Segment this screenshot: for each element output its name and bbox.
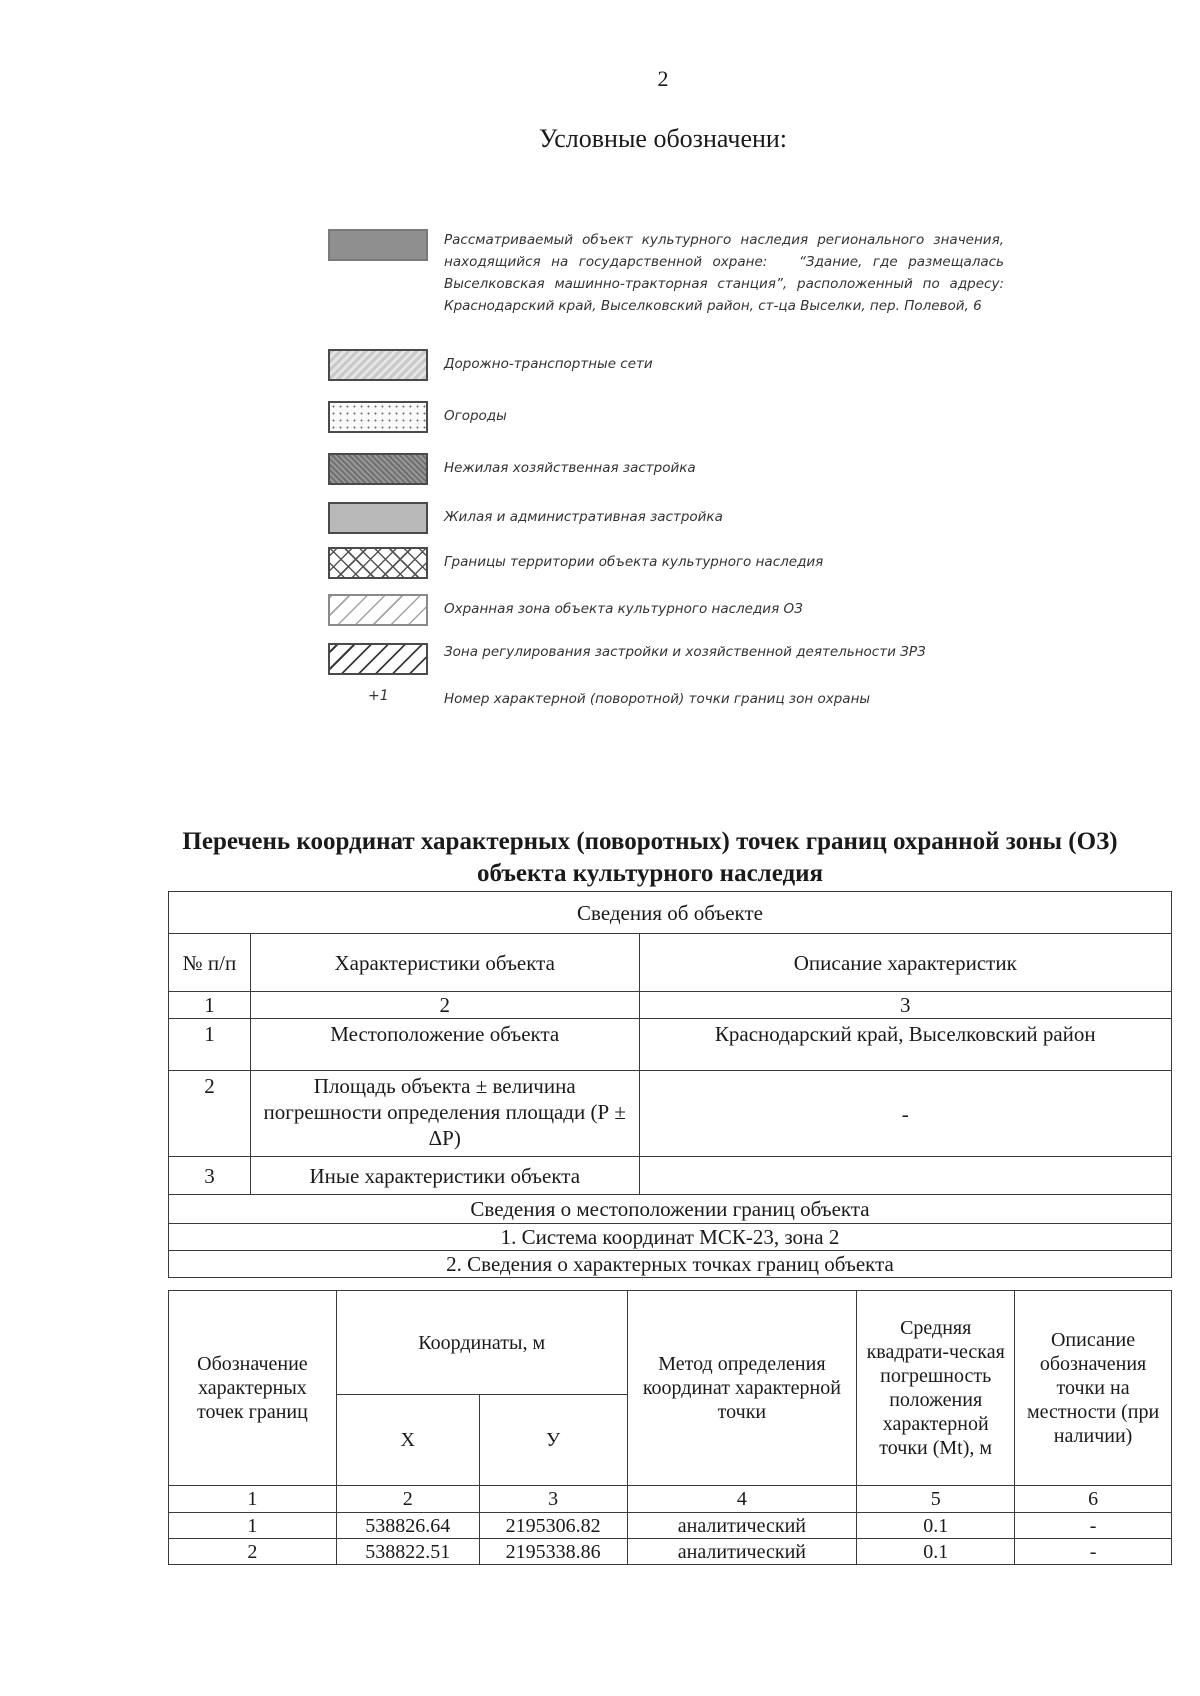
table-row bbox=[169, 934, 1172, 992]
legend-swatch-residential bbox=[328, 502, 428, 534]
legend-swatch-regulation-zone bbox=[328, 643, 428, 675]
legend-text: Номер характерной (поворотной) точки границ зон охраны bbox=[444, 691, 871, 707]
table-row bbox=[169, 1539, 1172, 1565]
table-cell: 0.1 bbox=[857, 1513, 1015, 1539]
legend-text: Зона регулирования застройки и хозяйственной деятельности ЗРЗ bbox=[444, 644, 926, 660]
table-row bbox=[169, 1019, 1172, 1071]
table-cell: - bbox=[1015, 1539, 1172, 1565]
column-number: 2 bbox=[250, 992, 639, 1019]
column-number: 1 bbox=[169, 1486, 337, 1513]
table-row bbox=[169, 992, 1172, 1019]
legend-text: Охранная зона объекта культурного наследия ОЗ bbox=[444, 601, 803, 617]
page-number: 2 bbox=[657, 66, 669, 91]
column-number: 2 bbox=[336, 1486, 479, 1513]
legend-text: Нежилая хозяйственная застройка bbox=[444, 460, 696, 476]
legend-swatch-non-residential bbox=[328, 453, 428, 485]
table-header: 1. Система координат МСК-23, зона 2 bbox=[169, 1224, 1172, 1251]
table-cell: Краснодарский край, Выселковский район bbox=[639, 1019, 1171, 1071]
column-number: 1 bbox=[169, 992, 251, 1019]
table-row bbox=[169, 1071, 1172, 1157]
table-cell: Местоположение объекта bbox=[250, 1019, 639, 1071]
column-header: У bbox=[479, 1395, 627, 1486]
legend-swatch-road-network bbox=[328, 349, 428, 381]
section-title: Перечень координат характерных (поворотных) точек границ охранной зоны (ОЗ) объекта культурного наследия bbox=[182, 828, 1118, 887]
column-header: Описание обозначения точки на местности (при наличии) bbox=[1015, 1291, 1172, 1486]
table-cell: Иные характеристики объекта bbox=[250, 1157, 639, 1195]
table-header: 2. Сведения о характерных точках границ объекта bbox=[169, 1251, 1172, 1278]
legend-text: Огороды bbox=[444, 408, 507, 424]
object-info-table bbox=[168, 891, 1172, 1278]
table-row bbox=[169, 1224, 1172, 1251]
column-header: № п/п bbox=[169, 934, 251, 992]
legend-swatch-protection-zone bbox=[328, 594, 428, 626]
table-header: Сведения об объекте bbox=[169, 892, 1172, 934]
legend-swatch-cultural-object bbox=[328, 229, 428, 261]
table-header: Сведения о местоположении границ объекта bbox=[169, 1195, 1172, 1224]
table-cell bbox=[639, 1157, 1171, 1195]
table-row bbox=[169, 892, 1172, 934]
column-header: Средняя квадрати-ческая погрешность положения характерной точки (Mt), м bbox=[857, 1291, 1015, 1486]
column-header: Х bbox=[336, 1395, 479, 1486]
table-cell: аналитический bbox=[627, 1539, 857, 1565]
table-cell: Площадь объекта ± величина погрешности определения площади (Р ± ΔР) bbox=[250, 1071, 639, 1157]
column-header: Метод определения координат характерной точки bbox=[627, 1291, 857, 1486]
column-number: 3 bbox=[479, 1486, 627, 1513]
table-cell: 2195306.82 bbox=[479, 1513, 627, 1539]
table-cell: 1 bbox=[169, 1019, 251, 1071]
legend-swatch-gardens bbox=[328, 401, 428, 433]
legend-text: Жилая и административная застройка bbox=[444, 509, 723, 525]
coordinates-table bbox=[168, 1290, 1172, 1565]
column-header: Обозначение характерных точек границ bbox=[169, 1291, 337, 1486]
table-cell: 2195338.86 bbox=[479, 1539, 627, 1565]
column-number: 5 bbox=[857, 1486, 1015, 1513]
table-cell: 538822.51 bbox=[336, 1539, 479, 1565]
table-row bbox=[169, 1157, 1172, 1195]
legend-text: Границы территории объекта культурного наследия bbox=[444, 554, 824, 570]
table-row bbox=[169, 1251, 1172, 1278]
legend-text: Дорожно-транспортные сети bbox=[444, 356, 653, 372]
table-row bbox=[169, 1513, 1172, 1539]
table-cell: 2 bbox=[169, 1539, 337, 1565]
table-row bbox=[169, 1486, 1172, 1513]
legend-swatch-territory-border bbox=[328, 547, 428, 579]
table-cell: 3 bbox=[169, 1157, 251, 1195]
column-header: Характеристики объекта bbox=[250, 934, 639, 992]
column-number: 4 bbox=[627, 1486, 857, 1513]
column-number: 6 bbox=[1015, 1486, 1172, 1513]
column-number: 3 bbox=[639, 992, 1171, 1019]
table-cell: 538826.64 bbox=[336, 1513, 479, 1539]
point-marker-label: +1 bbox=[368, 688, 389, 704]
legend-title: Условные обозначени: bbox=[538, 124, 788, 153]
table-cell: - bbox=[1015, 1513, 1172, 1539]
table-row bbox=[169, 1195, 1172, 1224]
table-cell: - bbox=[639, 1071, 1171, 1157]
table-cell: 0.1 bbox=[857, 1539, 1015, 1565]
column-header: Описание характеристик bbox=[639, 934, 1171, 992]
column-header: Координаты, м bbox=[336, 1291, 627, 1395]
table-cell: 2 bbox=[169, 1071, 251, 1157]
legend-text: Рассматриваемый объект культурного наследия регионального значения, находящийся на государственной охране: “Здание, где размещалась Выселковская машинно-тракторная станция”, расположенный по адресу: Краснодарский край, Выселковский район, ст-ца Выселки, пер. Полевой, 6 bbox=[444, 232, 1004, 314]
table-cell: 1 bbox=[169, 1513, 337, 1539]
table-row bbox=[169, 1291, 1172, 1395]
table-cell: аналитический bbox=[627, 1513, 857, 1539]
